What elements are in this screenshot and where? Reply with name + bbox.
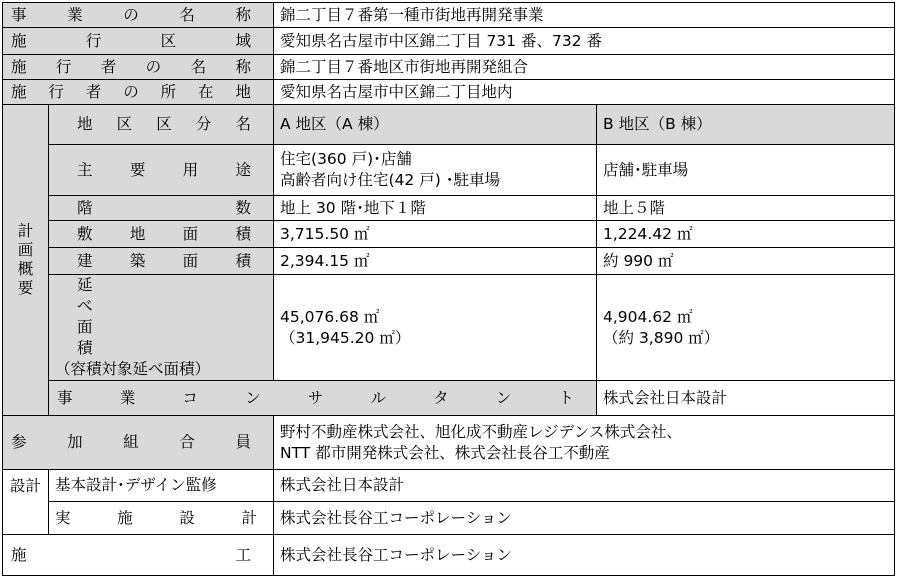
construction-label	[3, 535, 274, 576]
label-char: ル	[370, 388, 386, 407]
label-text	[77, 251, 251, 272]
label-char: 区	[116, 115, 133, 133]
operator-name-value: 錦二丁目７番地区市街地再開発組合	[274, 55, 895, 80]
building-area-label	[49, 248, 274, 275]
plan-group-char: 計	[17, 222, 34, 240]
label-char: 者	[100, 57, 117, 76]
row-building-area	[3, 248, 895, 275]
consultant-value: 株式会社日本設計	[597, 381, 895, 416]
label-char: 名	[179, 5, 195, 24]
label-text	[11, 31, 251, 52]
row-project-name	[3, 3, 895, 28]
district-b-header: B 地区（B 棟）	[597, 105, 895, 145]
row-consultant	[3, 381, 895, 416]
members-line2: NTT 都市開発株式会社、株式会社長谷工不動産	[280, 443, 610, 462]
label-char: 称	[235, 5, 252, 24]
label-char: 施	[11, 57, 27, 76]
label-char: ン	[495, 388, 512, 407]
label-char: 要	[129, 160, 146, 179]
label-char: 施	[11, 31, 27, 50]
label-char: サ	[307, 388, 324, 407]
district-a-header: A 地区（A 棟）	[274, 105, 597, 145]
row-area	[3, 28, 895, 55]
row-site-area	[3, 221, 895, 248]
use-b-value: 店舗･駐車場	[597, 145, 895, 196]
label-text	[11, 57, 251, 78]
site-area-b-value: 1,224.42 ㎡	[597, 221, 895, 248]
label-char: 行	[55, 57, 72, 76]
label-char: 地	[77, 115, 93, 133]
design-exec-label	[49, 502, 274, 535]
design-basic-label: 基本設計･デザイン監修	[49, 470, 274, 502]
floors-label	[49, 196, 274, 221]
label-text	[11, 432, 251, 453]
area-label	[3, 28, 274, 55]
label-char: 名	[190, 57, 207, 76]
label-char: 面	[77, 318, 93, 336]
label-char: 面	[182, 251, 199, 270]
label-char: 区	[160, 31, 177, 50]
label-char: 計	[241, 508, 257, 527]
floors-b-value: 地上５階	[597, 196, 895, 221]
design-exec-value: 株式会社長谷工コーポレーション	[274, 502, 895, 535]
members-line1: 野村不動産株式会社、旭化成不動産レジデンス株式会社、	[280, 422, 682, 441]
consultant-label	[49, 381, 597, 416]
label-char: 地	[235, 82, 251, 101]
label-char: 設	[179, 508, 195, 527]
label-char: 築	[129, 251, 146, 270]
label-char: 業	[67, 5, 83, 24]
label-text	[11, 5, 251, 26]
floor-area-a-sub: （31,945.20 ㎡）	[280, 328, 411, 347]
label-text	[55, 508, 257, 529]
floor-area-a-main: 45,076.68 ㎡	[280, 307, 380, 326]
label-text	[11, 545, 251, 566]
label-char: 積	[77, 339, 93, 357]
floors-a-value: 地上 30 階･地下１階	[274, 196, 597, 221]
label-char: 行	[85, 31, 102, 50]
label-char: 分	[195, 115, 212, 133]
label-char: 主	[77, 160, 93, 179]
row-floors	[3, 196, 895, 221]
members-value	[274, 416, 895, 470]
row-construction	[3, 535, 895, 576]
label-char: の	[145, 57, 162, 76]
label-char: タ	[433, 388, 449, 407]
use-a-line1: 住宅(360 戸)･店舗	[280, 150, 412, 168]
row-members	[3, 416, 895, 470]
label-char: 名	[235, 115, 252, 133]
floor-area-label-text	[55, 275, 267, 359]
label-char: 実	[55, 508, 71, 527]
label-char: 合	[179, 433, 195, 451]
label-char: 用	[182, 160, 199, 179]
building-area-b-value: 約 990 ㎡	[597, 248, 895, 275]
label-char: 施	[11, 545, 27, 564]
project-name-label	[3, 3, 274, 28]
plan-group-text	[3, 222, 48, 298]
floor-area-a-value	[274, 275, 597, 381]
design-group-label: 設計	[3, 470, 49, 535]
floor-area-sub-label: （容積対象延べ面積）	[55, 360, 211, 378]
design-basic-value: 株式会社日本設計	[274, 470, 895, 502]
label-char: の	[123, 82, 139, 101]
district-label	[49, 105, 274, 145]
plan-group-label	[3, 105, 49, 416]
label-text	[77, 114, 251, 135]
label-char: ト	[558, 388, 575, 407]
plan-group-char: 要	[17, 279, 34, 297]
plan-group-char: 画	[17, 241, 34, 259]
label-char: コ	[182, 388, 198, 407]
label-char: 在	[198, 82, 214, 101]
label-char: べ	[77, 297, 93, 315]
label-text	[77, 198, 251, 219]
label-text	[57, 388, 574, 409]
label-char: 員	[235, 433, 252, 451]
label-char: の	[123, 5, 139, 24]
label-char: 称	[235, 57, 251, 76]
label-char: 事	[11, 5, 27, 24]
label-char: 域	[235, 31, 251, 50]
row-main-use	[3, 145, 895, 196]
label-char: 地	[129, 224, 146, 243]
building-area-a-value: 2,394.15 ㎡	[274, 248, 597, 275]
floor-area-b-value	[597, 275, 895, 381]
label-char: 施	[11, 82, 27, 101]
row-operator-name	[3, 55, 895, 80]
operator-address-label	[3, 80, 274, 105]
project-name-value: 錦二丁目７番第一種市街地再開発事業	[274, 3, 895, 28]
members-label	[3, 416, 274, 470]
label-char: 加	[67, 433, 83, 451]
label-char: 組	[123, 433, 139, 451]
label-char: 施	[117, 508, 133, 527]
floor-area-b-main: 4,904.62 ㎡	[603, 307, 693, 326]
area-value: 愛知県名古屋市中区錦二丁目 731 番、732 番	[274, 28, 895, 55]
row-design-basic	[3, 470, 895, 502]
row-floor-area	[3, 275, 895, 381]
floor-area-b-sub: （約 3,890 ㎡）	[603, 328, 720, 347]
use-label	[49, 145, 274, 196]
site-area-a-value: 3,715.50 ㎡	[274, 221, 597, 248]
construction-value: 株式会社長谷工コーポレーション	[274, 535, 895, 576]
plan-group-char: 概	[17, 260, 34, 278]
label-char: 工	[235, 545, 252, 564]
label-char: 積	[235, 251, 251, 270]
operator-address-value: 愛知県名古屋市中区錦二丁目地内	[274, 80, 895, 105]
operator-name-label	[3, 55, 274, 80]
use-a-line2: 高齢者向け住宅(42 戸) ･駐車場	[280, 171, 500, 189]
label-char: 階	[77, 198, 93, 217]
use-a-value	[274, 145, 597, 196]
label-text	[11, 82, 251, 103]
row-design-exec	[3, 502, 895, 535]
label-char: 事	[57, 388, 73, 407]
label-char: 区	[156, 115, 172, 133]
label-char: ン	[245, 388, 261, 407]
label-char: 者	[85, 82, 102, 101]
label-char: 延	[77, 276, 93, 294]
project-overview-table	[2, 2, 895, 576]
label-char: 建	[77, 251, 93, 270]
label-char: 参	[11, 433, 27, 451]
label-text	[77, 160, 251, 181]
label-text	[77, 224, 251, 245]
row-operator-address	[3, 80, 895, 105]
label-char: 途	[235, 160, 251, 179]
row-district	[3, 105, 895, 145]
label-char: 数	[235, 198, 252, 217]
label-char: 業	[119, 388, 136, 407]
label-char: 行	[48, 82, 64, 101]
label-char: 積	[235, 224, 251, 243]
floor-area-label	[49, 275, 274, 381]
site-area-label	[49, 221, 274, 248]
label-char: 面	[182, 224, 199, 243]
label-char: 所	[160, 82, 177, 101]
label-char: 敷	[77, 224, 93, 243]
